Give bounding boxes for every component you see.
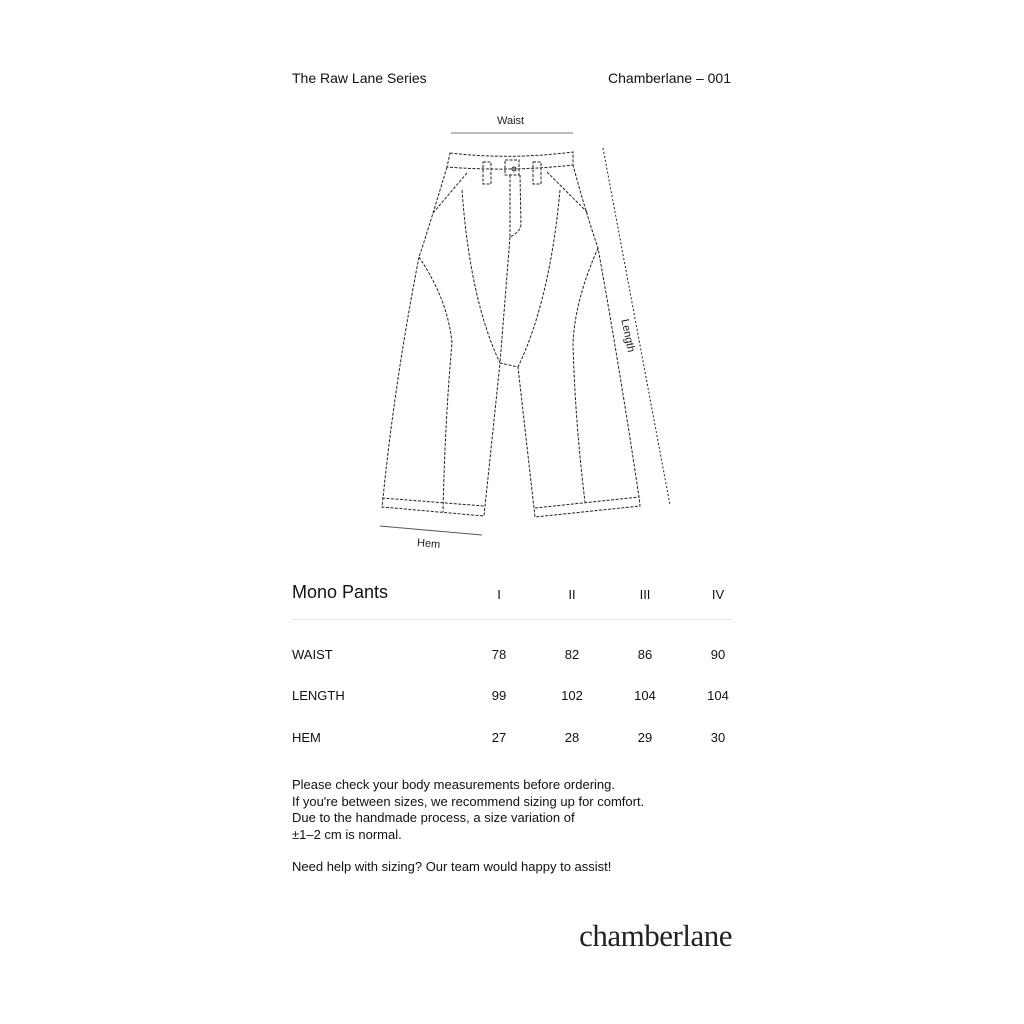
cell: 29 [637,730,653,745]
note-line: Please check your body measurements before ordering. [292,777,616,792]
cell: 28 [564,730,580,745]
note-line: ±1–2 cm is normal. [292,826,402,842]
series-title: The Raw Lane Series [292,70,427,86]
cell: 102 [561,688,583,703]
cell: 90 [710,647,726,662]
sizing-notes [292,777,644,876]
size-header: III [639,587,651,602]
divider [292,619,732,620]
size-header: I [497,587,501,602]
note-line: Due to the handmade process, a size variation of [292,810,575,825]
cell: 104 [634,688,656,703]
cell: 99 [491,688,507,703]
product-code: Chamberlane – 001 [608,70,731,86]
brand-logo: chamberlane [579,918,732,953]
cell: 86 [637,647,653,662]
table-header [292,581,732,601]
row-label: LENGTH [292,688,345,703]
table-row [292,688,732,708]
hem-measure-line [380,526,482,535]
cell: 30 [710,730,726,745]
cell: 104 [707,688,729,703]
table-row [292,730,732,750]
waist-label: Waist [497,115,525,127]
pants-outline [382,152,640,517]
cell: 82 [564,647,580,662]
length-label: Length [618,318,637,354]
table-row [292,647,732,667]
cell: 78 [491,647,507,662]
product-name: Mono Pants [292,582,389,602]
size-header: IV [711,587,725,602]
size-table [292,581,732,781]
size-header: II [568,587,576,602]
hem-label: Hem [416,537,441,551]
cell: 27 [491,730,507,745]
row-label: HEM [292,730,321,745]
note-line: If you're between sizes, we recommend sizing up for comfort. [292,793,645,809]
row-label: WAIST [292,647,333,662]
length-measure-line [603,148,670,505]
help-text: Need help with sizing? Our team would happy to assist! [292,859,612,874]
